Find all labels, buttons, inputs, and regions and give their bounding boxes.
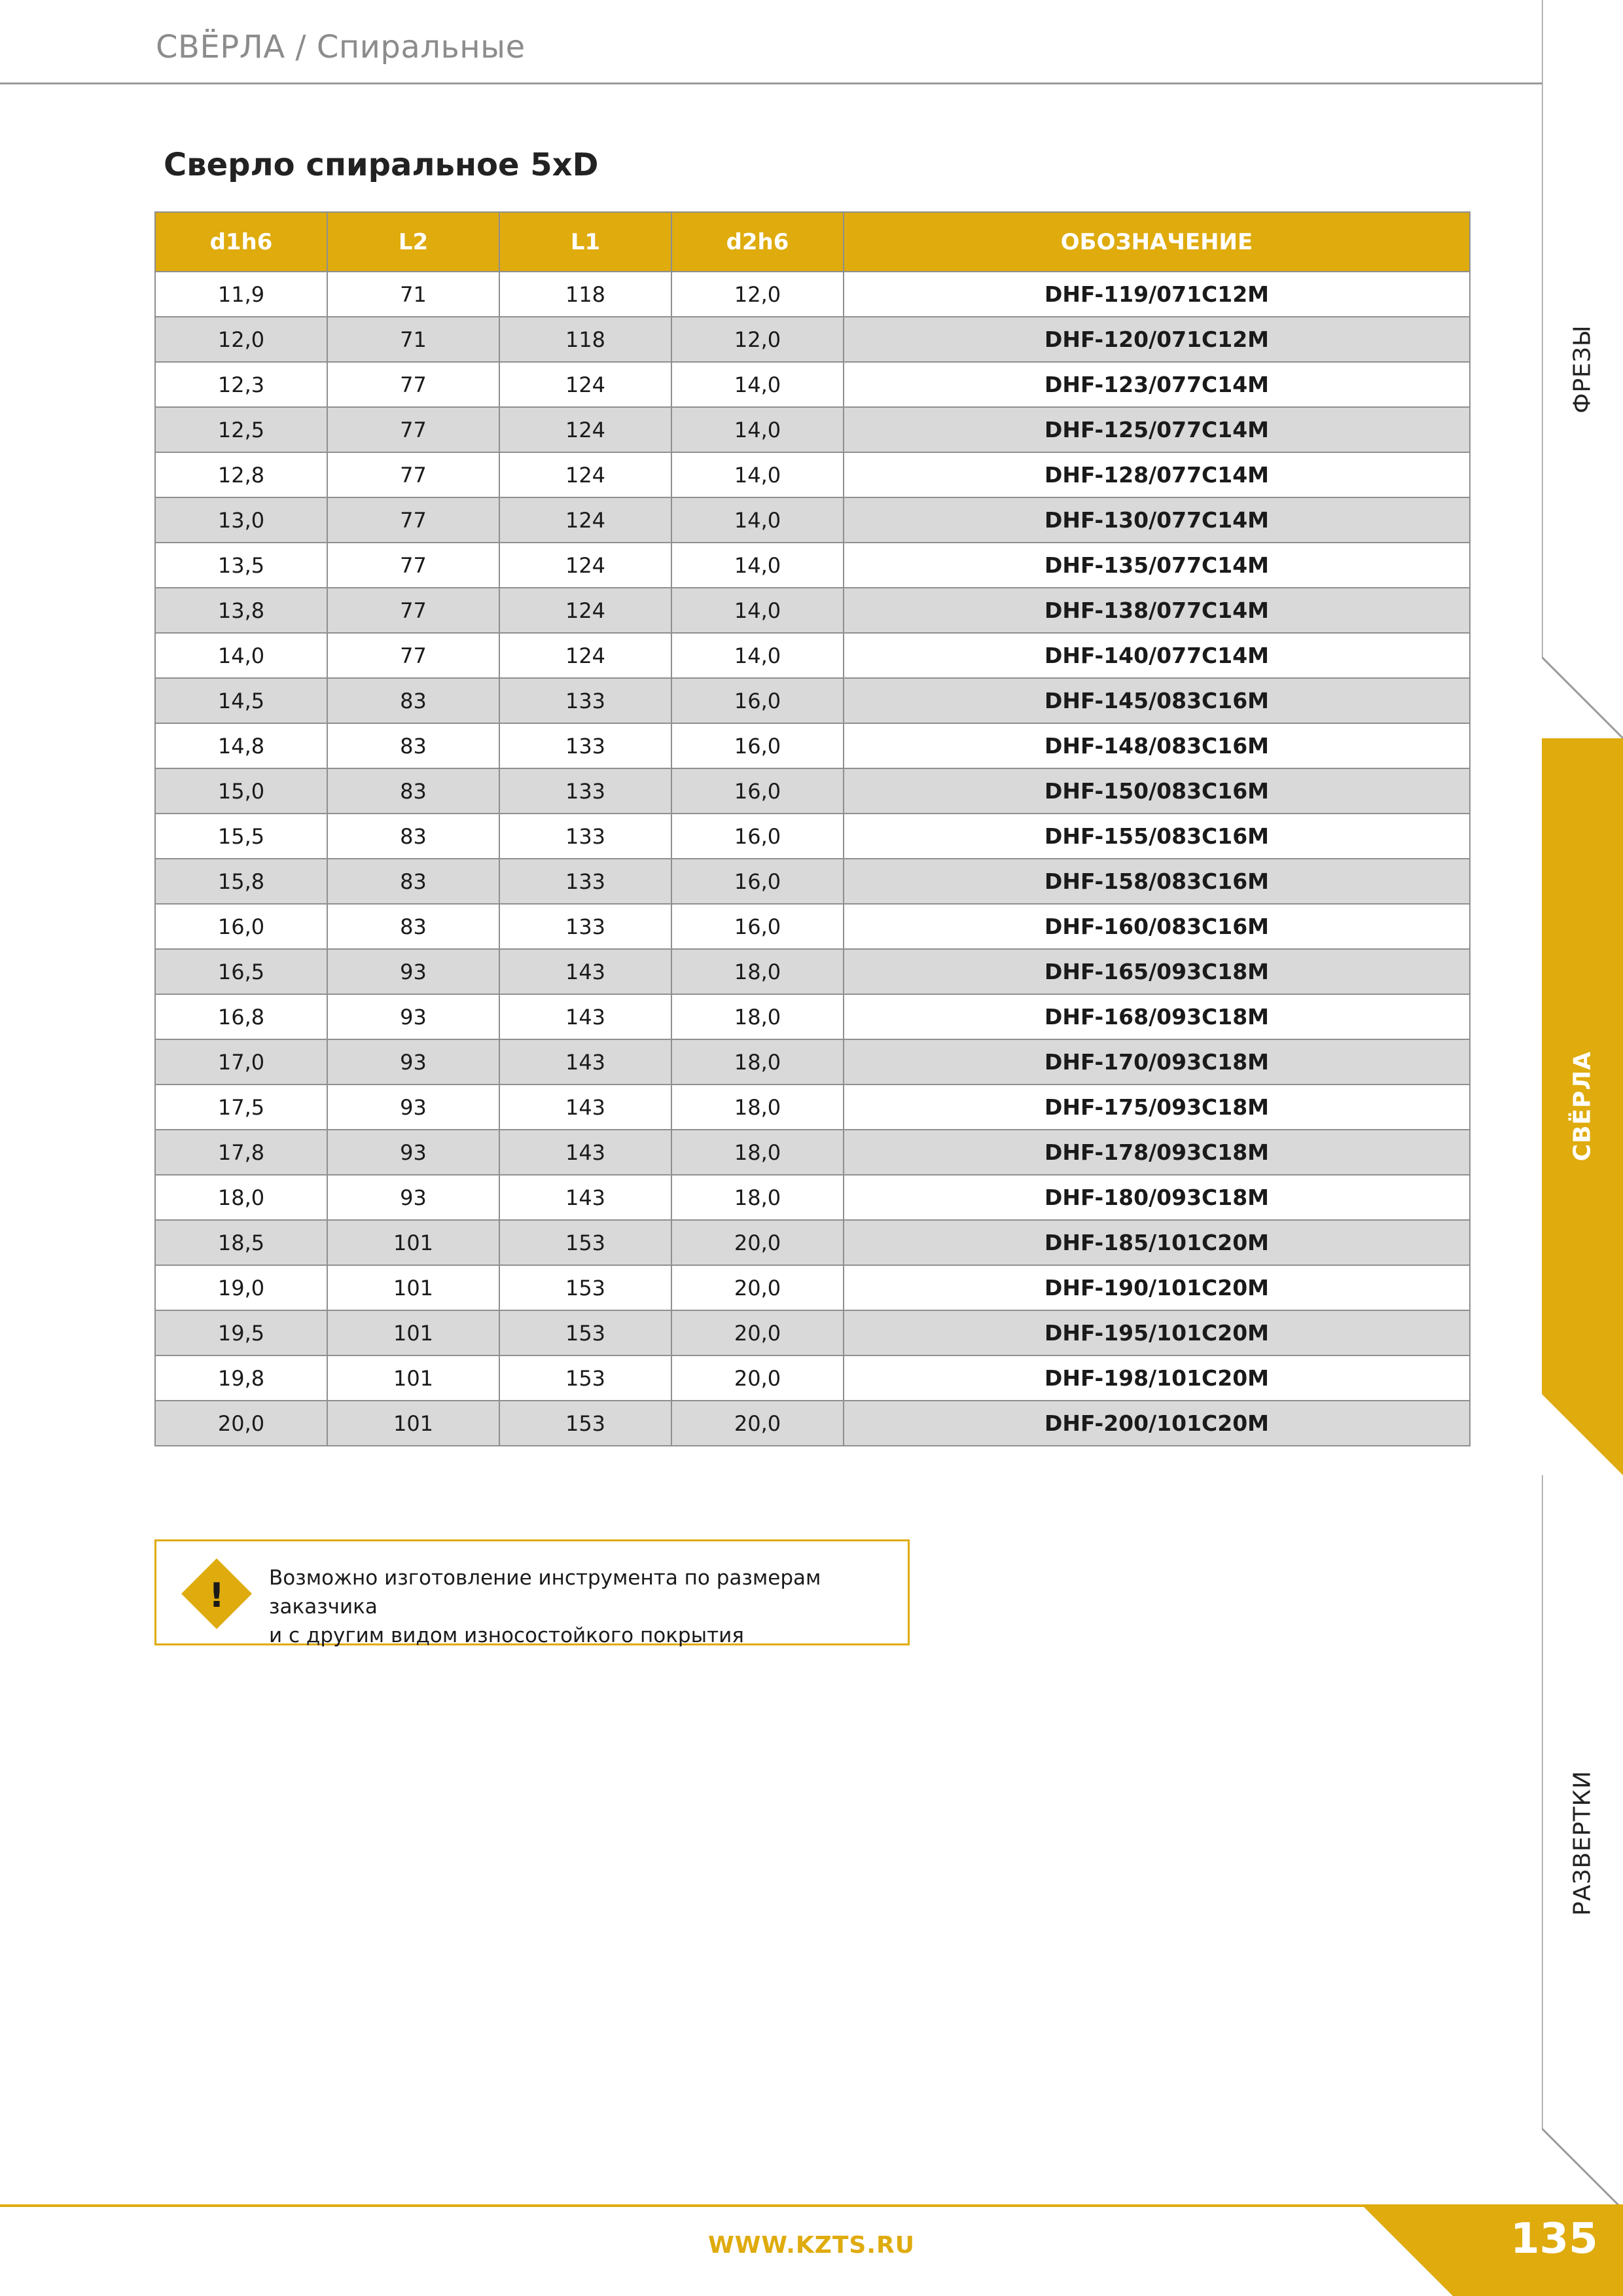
- table-row: [155, 1401, 1470, 1446]
- cell-designation: DHF-160/083C16M: [844, 904, 1470, 949]
- cell-l1: 143: [499, 1085, 671, 1130]
- cell-l1: 153: [499, 1220, 671, 1265]
- cell-l2: 83: [327, 723, 499, 768]
- table-row: [155, 1265, 1470, 1310]
- cell-l1: 133: [499, 904, 671, 949]
- cell-designation: DHF-130/077C14M: [844, 497, 1470, 543]
- cell-l2: 77: [327, 452, 499, 497]
- cell-l2: 83: [327, 768, 499, 814]
- cell-l2: 71: [327, 317, 499, 362]
- table-body: [155, 272, 1470, 1446]
- cell-l2: 83: [327, 859, 499, 904]
- cell-l1: 153: [499, 1401, 671, 1446]
- cell-designation: DHF-168/093C18M: [844, 994, 1470, 1039]
- cell-d2h6: 14,0: [671, 362, 844, 407]
- cell-l2: 77: [327, 407, 499, 452]
- cell-l1: 133: [499, 678, 671, 723]
- cell-l2: 93: [327, 949, 499, 994]
- cell-d1h6: 19,5: [155, 1310, 327, 1355]
- cell-l2: 101: [327, 1310, 499, 1355]
- cell-d1h6: 11,9: [155, 272, 327, 317]
- cell-d1h6: 18,5: [155, 1220, 327, 1265]
- cell-designation: DHF-145/083C16M: [844, 678, 1470, 723]
- cell-l1: 124: [499, 362, 671, 407]
- table-row: [155, 407, 1470, 452]
- cell-designation: DHF-185/101C20M: [844, 1220, 1470, 1265]
- table-row: [155, 859, 1470, 904]
- cell-l1: 133: [499, 814, 671, 859]
- cell-d2h6: 20,0: [671, 1355, 844, 1401]
- table-row: [155, 814, 1470, 859]
- cell-designation: DHF-180/093C18M: [844, 1175, 1470, 1220]
- cell-d2h6: 14,0: [671, 452, 844, 497]
- table-row: [155, 994, 1470, 1039]
- cell-d1h6: 16,0: [155, 904, 327, 949]
- table-row: [155, 317, 1470, 362]
- table-row: [155, 588, 1470, 633]
- cell-d1h6: 12,5: [155, 407, 327, 452]
- cell-l1: 124: [499, 497, 671, 543]
- cell-d1h6: 14,8: [155, 723, 327, 768]
- cell-d2h6: 12,0: [671, 317, 844, 362]
- cell-d2h6: 20,0: [671, 1401, 844, 1446]
- notice-text: [269, 1564, 908, 1650]
- cell-d2h6: 16,0: [671, 859, 844, 904]
- cell-d1h6: 18,0: [155, 1175, 327, 1220]
- cell-d2h6: 16,0: [671, 814, 844, 859]
- cell-l2: 93: [327, 994, 499, 1039]
- cell-l1: 118: [499, 272, 671, 317]
- cell-l1: 133: [499, 768, 671, 814]
- cell-designation: DHF-135/077C14M: [844, 543, 1470, 588]
- cell-designation: DHF-158/083C16M: [844, 859, 1470, 904]
- cell-l1: 124: [499, 588, 671, 633]
- warning-symbol: !: [209, 1576, 224, 1615]
- table-row: [155, 1355, 1470, 1401]
- column-header-l2: L2: [327, 212, 499, 272]
- cell-designation: DHF-190/101C20M: [844, 1265, 1470, 1310]
- cell-d2h6: 14,0: [671, 407, 844, 452]
- cell-d2h6: 14,0: [671, 497, 844, 543]
- table-row: [155, 1310, 1470, 1355]
- cell-designation: DHF-200/101C20M: [844, 1401, 1470, 1446]
- cell-d1h6: 14,5: [155, 678, 327, 723]
- cell-d2h6: 18,0: [671, 994, 844, 1039]
- cell-designation: DHF-198/101C20M: [844, 1355, 1470, 1401]
- table-row: [155, 272, 1470, 317]
- cell-d1h6: 17,0: [155, 1039, 327, 1085]
- cell-l2: 93: [327, 1175, 499, 1220]
- table-row: [155, 497, 1470, 543]
- cell-l2: 93: [327, 1130, 499, 1175]
- cell-d2h6: 18,0: [671, 1085, 844, 1130]
- page-title: Сверло спиральное 5xD: [164, 147, 599, 183]
- cell-d1h6: 17,8: [155, 1130, 327, 1175]
- cell-designation: DHF-178/093C18M: [844, 1130, 1470, 1175]
- cell-designation: DHF-165/093C18M: [844, 949, 1470, 994]
- table-row: [155, 1130, 1470, 1175]
- cell-d2h6: 14,0: [671, 588, 844, 633]
- cell-d2h6: 14,0: [671, 543, 844, 588]
- cell-d1h6: 15,8: [155, 859, 327, 904]
- cell-d2h6: 14,0: [671, 633, 844, 678]
- cell-l2: 83: [327, 678, 499, 723]
- cell-d2h6: 12,0: [671, 272, 844, 317]
- spec-table: [154, 211, 1471, 1446]
- column-header-l1: L1: [499, 212, 671, 272]
- table-row: [155, 678, 1470, 723]
- table-row: [155, 949, 1470, 994]
- cell-l1: 124: [499, 543, 671, 588]
- cell-l2: 83: [327, 814, 499, 859]
- cell-l2: 101: [327, 1355, 499, 1401]
- cell-l1: 143: [499, 1039, 671, 1085]
- table-row: [155, 768, 1470, 814]
- cell-d1h6: 20,0: [155, 1401, 327, 1446]
- cell-d2h6: 18,0: [671, 949, 844, 994]
- table-row: [155, 452, 1470, 497]
- cell-d1h6: 13,8: [155, 588, 327, 633]
- cell-l2: 93: [327, 1039, 499, 1085]
- cell-d1h6: 19,0: [155, 1265, 327, 1310]
- cell-l2: 77: [327, 543, 499, 588]
- cell-d1h6: 15,0: [155, 768, 327, 814]
- cell-d2h6: 16,0: [671, 904, 844, 949]
- cell-d2h6: 20,0: [671, 1220, 844, 1265]
- cell-d1h6: 12,8: [155, 452, 327, 497]
- cell-designation: DHF-125/077C14M: [844, 407, 1470, 452]
- side-tabs: [1542, 0, 1623, 2296]
- cell-l1: 133: [499, 723, 671, 768]
- cell-d1h6: 14,0: [155, 633, 327, 678]
- breadcrumb: СВЁРЛА / Спиральные: [156, 29, 526, 65]
- cell-l1: 153: [499, 1265, 671, 1310]
- cell-d2h6: 16,0: [671, 723, 844, 768]
- cell-l2: 101: [327, 1265, 499, 1310]
- footer-website-link[interactable]: WWW.KZTS.RU: [708, 2232, 915, 2259]
- warning-icon: [181, 1558, 252, 1629]
- cell-designation: DHF-195/101C20M: [844, 1310, 1470, 1355]
- column-header-d1h6: d1h6: [155, 212, 327, 272]
- cell-l2: 77: [327, 362, 499, 407]
- cell-designation: DHF-119/071C12M: [844, 272, 1470, 317]
- cell-designation: DHF-155/083C16M: [844, 814, 1470, 859]
- cell-d1h6: 17,5: [155, 1085, 327, 1130]
- table-row: [155, 723, 1470, 768]
- notice-box: [154, 1539, 910, 1645]
- table-row: [155, 904, 1470, 949]
- cell-d1h6: 19,8: [155, 1355, 327, 1401]
- cell-designation: DHF-170/093C18M: [844, 1039, 1470, 1085]
- table-row: [155, 1085, 1470, 1130]
- side-tab-reamers[interactable]: РАЗВЕРТКИ: [1569, 1770, 1596, 1916]
- cell-d2h6: 18,0: [671, 1130, 844, 1175]
- cell-designation: DHF-123/077C14M: [844, 362, 1470, 407]
- table-row: [155, 633, 1470, 678]
- cell-l2: 77: [327, 588, 499, 633]
- cell-l2: 77: [327, 497, 499, 543]
- cell-d2h6: 18,0: [671, 1175, 844, 1220]
- column-header-d2h6: d2h6: [671, 212, 844, 272]
- column-header-designation: ОБОЗНАЧЕНИЕ: [844, 212, 1470, 272]
- cell-l1: 153: [499, 1310, 671, 1355]
- cell-l1: 124: [499, 633, 671, 678]
- cell-d1h6: 16,5: [155, 949, 327, 994]
- cell-l1: 133: [499, 859, 671, 904]
- side-tab-mills[interactable]: ФРЕЗЫ: [1569, 325, 1596, 414]
- cell-l2: 101: [327, 1401, 499, 1446]
- cell-designation: DHF-140/077C14M: [844, 633, 1470, 678]
- notice-line-2: и с другим видом износостойкого покрытия: [269, 1624, 744, 1647]
- cell-l2: 93: [327, 1085, 499, 1130]
- cell-l1: 118: [499, 317, 671, 362]
- cell-designation: DHF-120/071C12M: [844, 317, 1470, 362]
- cell-d2h6: 18,0: [671, 1039, 844, 1085]
- cell-d2h6: 20,0: [671, 1265, 844, 1310]
- cell-designation: DHF-150/083C16M: [844, 768, 1470, 814]
- table-header-row: [155, 212, 1470, 272]
- cell-l1: 143: [499, 1130, 671, 1175]
- cell-l2: 83: [327, 904, 499, 949]
- cell-d2h6: 20,0: [671, 1310, 844, 1355]
- table-row: [155, 1220, 1470, 1265]
- cell-d2h6: 16,0: [671, 768, 844, 814]
- cell-designation: DHF-138/077C14M: [844, 588, 1470, 633]
- notice-line-1: Возможно изготовление инструмента по размерам заказчика: [269, 1566, 821, 1619]
- cell-d1h6: 13,5: [155, 543, 327, 588]
- cell-l2: 101: [327, 1220, 499, 1265]
- table-row: [155, 1175, 1470, 1220]
- header-divider: [0, 82, 1542, 84]
- side-tab-drills[interactable]: СВЁРЛА: [1569, 1050, 1596, 1162]
- cell-l2: 71: [327, 272, 499, 317]
- cell-d1h6: 12,0: [155, 317, 327, 362]
- cell-d1h6: 15,5: [155, 814, 327, 859]
- cell-d2h6: 16,0: [671, 678, 844, 723]
- cell-l1: 143: [499, 949, 671, 994]
- cell-l2: 77: [327, 633, 499, 678]
- table-row: [155, 543, 1470, 588]
- cell-l1: 143: [499, 1175, 671, 1220]
- table-row: [155, 362, 1470, 407]
- cell-designation: DHF-128/077C14M: [844, 452, 1470, 497]
- cell-l1: 153: [499, 1355, 671, 1401]
- cell-d1h6: 13,0: [155, 497, 327, 543]
- page-number: 135: [1510, 2215, 1598, 2263]
- cell-l1: 143: [499, 994, 671, 1039]
- table-row: [155, 1039, 1470, 1085]
- cell-l1: 124: [499, 452, 671, 497]
- cell-designation: DHF-148/083C16M: [844, 723, 1470, 768]
- cell-d1h6: 12,3: [155, 362, 327, 407]
- cell-d1h6: 16,8: [155, 994, 327, 1039]
- cell-designation: DHF-175/093C18M: [844, 1085, 1470, 1130]
- cell-l1: 124: [499, 407, 671, 452]
